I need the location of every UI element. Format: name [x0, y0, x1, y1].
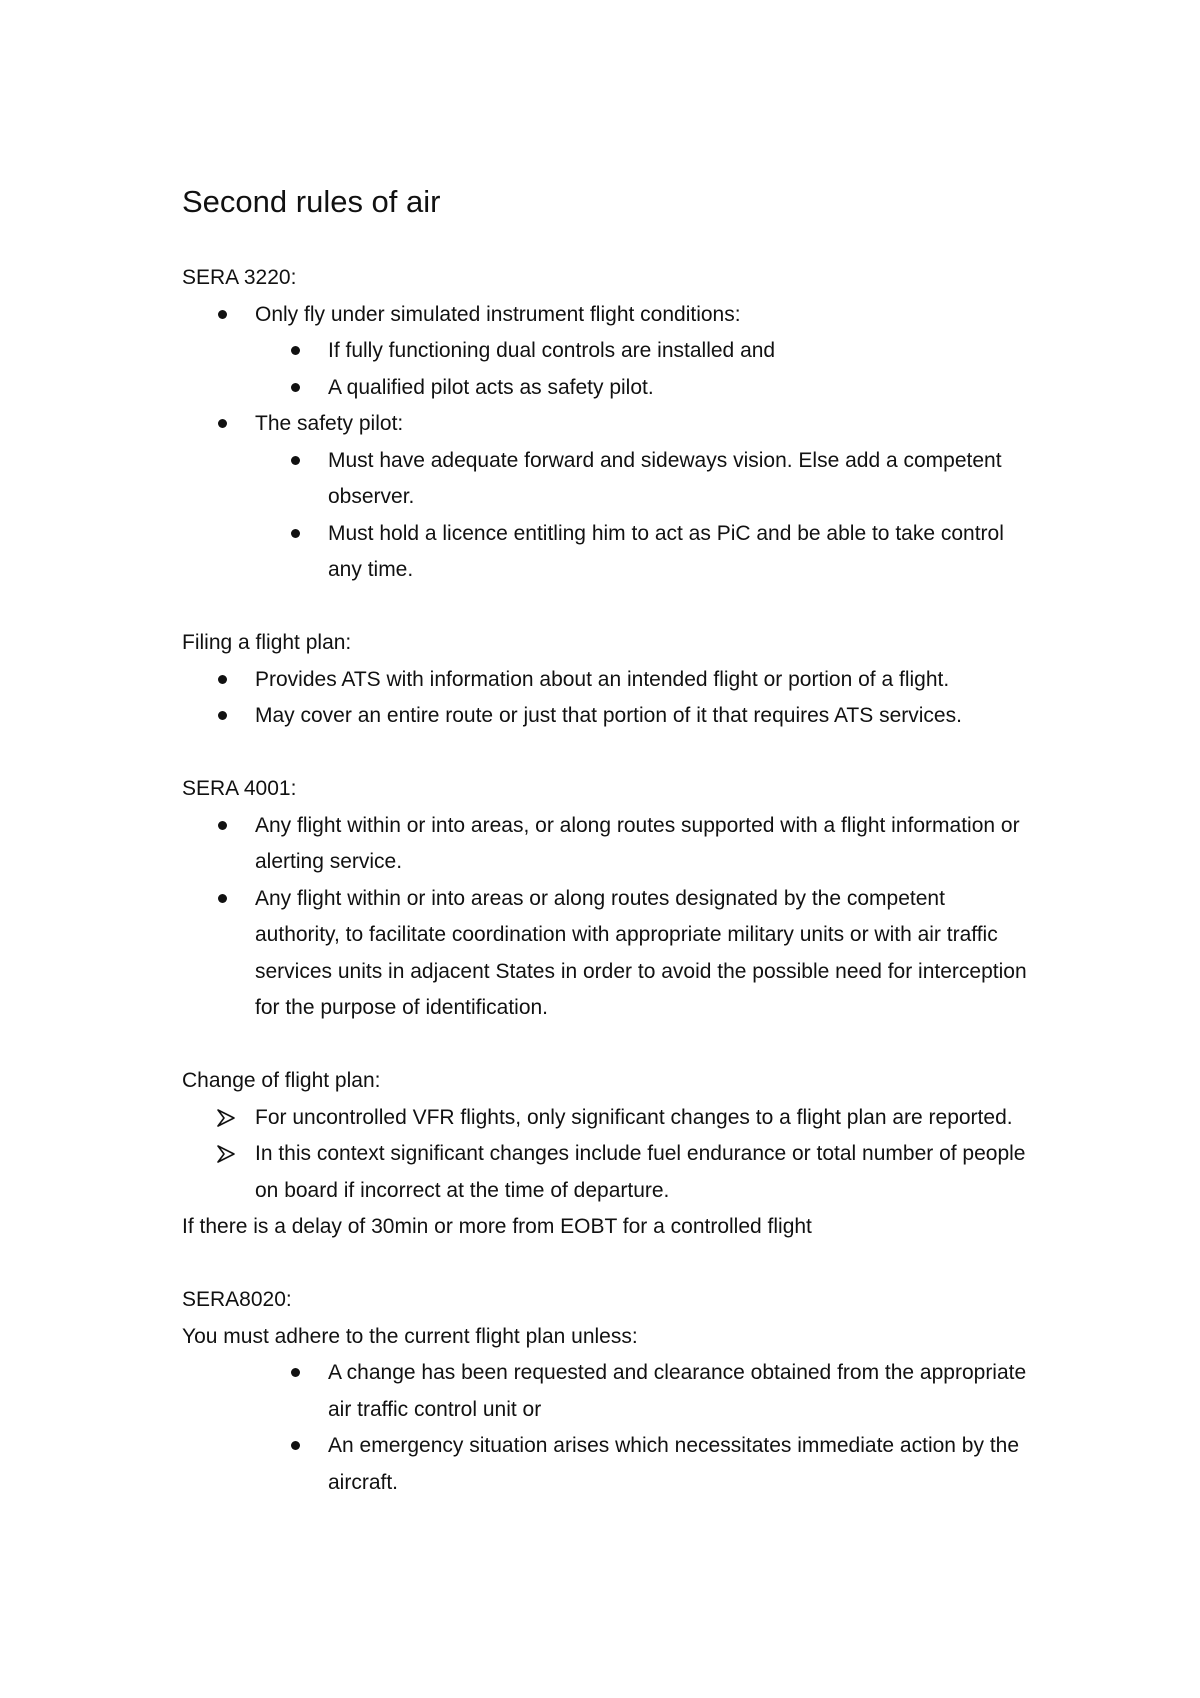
list-item: [182, 881, 1032, 1027]
list-item-text: May cover an entire route or just that portion of it that requires ATS services.: [255, 704, 962, 727]
list-item: [182, 698, 1032, 735]
list-item: [182, 1428, 1032, 1501]
section-heading: Filing a flight plan:: [182, 631, 352, 654]
section-sera-8020: [182, 1282, 1032, 1501]
arrowhead-bullet-icon: [216, 1108, 236, 1128]
paragraph-spacer: [182, 589, 1032, 626]
list-item-text: If fully functioning dual controls are installed and: [328, 339, 776, 362]
bullet-dot-icon: [218, 406, 232, 443]
bullet-dot-icon: [291, 1355, 305, 1392]
section-heading: SERA 4001:: [182, 777, 297, 800]
list-item: [182, 1136, 1032, 1209]
document-body: [182, 178, 1032, 1501]
list-item-text: Provides ATS with information about an intended flight or portion of a flight.: [255, 667, 950, 691]
list-item: [182, 333, 1032, 370]
bullet-list: [182, 808, 1032, 1027]
bullet-dot-icon: [291, 370, 305, 407]
list-item-text: Must hold a licence entitling him to act as PiC and be able to take control any time.: [328, 521, 1004, 581]
page-title: Second rules of air: [182, 184, 441, 219]
section-sera-4001: [182, 771, 1032, 1027]
list-item-text: The safety pilot:: [255, 412, 404, 435]
section-heading: SERA 3220:: [182, 266, 297, 289]
list-item: [182, 662, 1032, 699]
arrowhead-bullet-icon: [216, 1144, 236, 1164]
list-item-text: For uncontrolled VFR flights, only significant changes to a flight plan are reported.: [255, 1105, 1013, 1129]
list-item-text: Must have adequate forward and sideways vision. Else add a competent observer.: [328, 448, 1002, 508]
paragraph-spacer: [182, 735, 1032, 772]
section-heading: Change of flight plan:: [182, 1069, 381, 1092]
bullet-dot-icon: [291, 333, 305, 370]
list-item-text: An emergency situation arises which necessitates immediate action by the aircraft.: [328, 1434, 1020, 1494]
bullet-list: [182, 297, 1032, 589]
list-item: [182, 516, 1032, 589]
list-item: [182, 808, 1032, 881]
bullet-list: [182, 1355, 1032, 1501]
section-heading: SERA8020:: [182, 1288, 292, 1311]
list-item-text: Only fly under simulated instrument flight conditions:: [255, 302, 741, 326]
bullet-dot-icon: [218, 297, 232, 334]
paragraph-spacer: [182, 1246, 1032, 1283]
list-item: [182, 1100, 1032, 1137]
list-item-text: In this context significant changes include fuel endurance or total number of people on board if incorrect at the time of departure.: [255, 1142, 1026, 1202]
arrow-list: [182, 1100, 1032, 1210]
list-item: [182, 370, 1032, 407]
bullet-dot-icon: [291, 443, 305, 480]
body-text-line: If there is a delay of 30min or more from EOBT for a controlled flight: [182, 1215, 812, 1238]
list-item-text: A change has been requested and clearance obtained from the appropriate air traffic control unit or: [328, 1361, 1027, 1421]
section-sera-3220: [182, 260, 1032, 589]
bullet-dot-icon: [291, 516, 305, 553]
bullet-list: [182, 662, 1032, 735]
section-intro: You must adhere to the current flight plan unless:: [182, 1324, 638, 1348]
list-item-text: A qualified pilot acts as safety pilot.: [328, 375, 654, 399]
bullet-dot-icon: [218, 808, 232, 845]
list-item: [182, 297, 1032, 334]
list-item: [182, 1355, 1032, 1428]
bullet-dot-icon: [218, 881, 232, 918]
list-item-text: Any flight within or into areas, or along routes supported with a flight information or alerting service.: [255, 813, 1020, 873]
list-item-text: Any flight within or into areas or along routes designated by the competent authority, to facilitate coordination with appropriate military units or with air traffic services units in adjacent States in order to avoid the possible need for interception for the purpose of identification.: [255, 886, 1027, 1019]
paragraph-spacer: [182, 1027, 1032, 1064]
list-item: [182, 406, 1032, 443]
bullet-dot-icon: [291, 1428, 305, 1465]
bullet-dot-icon: [218, 698, 232, 735]
bullet-dot-icon: [218, 662, 232, 699]
list-item: [182, 443, 1032, 516]
section-filing-flight-plan: [182, 625, 1032, 735]
section-change-flight-plan: [182, 1063, 1032, 1246]
